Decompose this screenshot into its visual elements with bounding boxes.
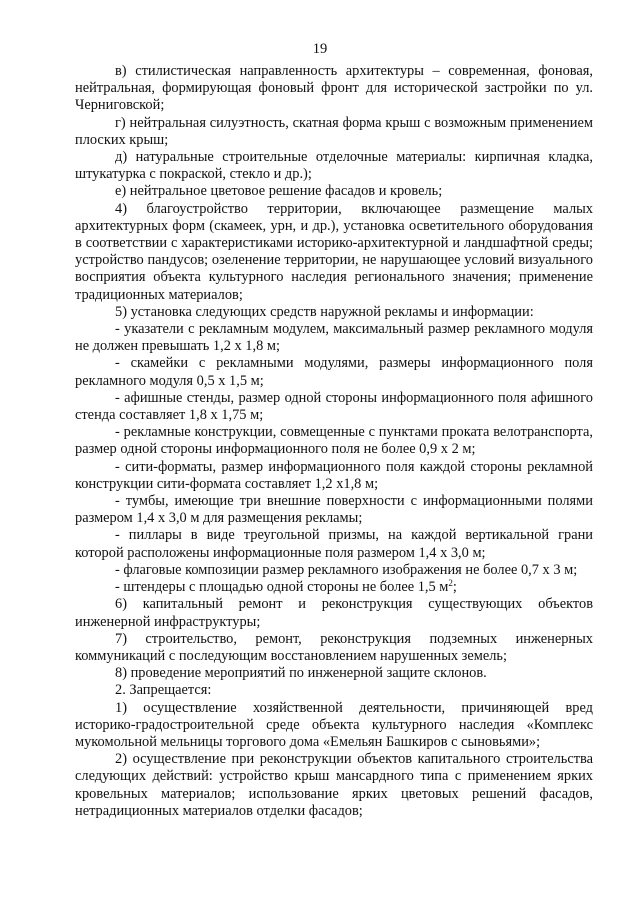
paragraph: е) нейтральное цветовое решение фасадов и кровель;	[115, 183, 443, 200]
document-body	[75, 63, 593, 820]
paragraph: 2. Запрещается:	[115, 682, 212, 699]
paragraph: в) стилистическая направленность архитектуры – современная, фоновая, нейтральная, формирующая фоновый фронт для исторической застройки по ул. Черниговской;	[75, 63, 593, 114]
paragraph: - указатели с рекламным модулем, максимальный размер рекламного модуля не должен превышать 1,2 х 1,8 м;	[75, 321, 593, 355]
shtender-text: - штендеры с площадью одной стороны не более 1,5 м	[115, 579, 449, 596]
paragraph: - сити-форматы, размер информационного поля каждой стороны рекламной конструкции сити-формата составляет 1,2 х1,8 м;	[75, 458, 593, 492]
paragraph: - скамейки с рекламными модулями, размеры информационного поля рекламного модуля 0,5 х 1,5 м;	[75, 355, 593, 389]
page-number: 19	[312, 41, 328, 57]
paragraph: 7) строительство, ремонт, реконструкция подземных инженерных коммуникаций с последующим восстановлением нарушенных земель;	[75, 630, 593, 664]
paragraph: д) натуральные строительные отделочные материалы: кирпичная кладка, штукатурка с покраской, стекло и др.);	[75, 149, 593, 183]
paragraph: 2) осуществление при реконструкции объектов капитального строительства следующих действий: устройство крыш мансардного типа с применением ярких кровельных материалов; использование ярких цветовых решений фасадов, нетрадиционных материалов отделки фасадов;	[75, 751, 593, 819]
paragraph: - пиллары в виде треугольной призмы, на каждой вертикальной грани которой расположены информационные поля размером 1,4 х 3,0 м;	[75, 527, 593, 561]
paragraph: 5) установка следующих средств наружной рекламы и информации:	[115, 303, 534, 320]
shtender-end: ;	[452, 579, 457, 596]
superscript-squared: 2	[448, 578, 453, 589]
paragraph: 4) благоустройство территории, включающее размещение малых архитектурных форм (скамеек, урн, и др.), установка осветительного оборудования в соответствии с характеристиками историко-архитектурной и ландшафтной среды; устройство пандусов; озеленение территории, не нарушающее условий визуального восприятия объекта культурного наследия регионального значения; применение традиционных материалов;	[75, 200, 593, 303]
paragraph: 1) осуществление хозяйственной деятельности, причиняющей вред историко-градостроительной среде объекта культурного наследия «Комплекс мукомольной мельницы торгового дома «Емельян Башкиров с сыновьями»;	[75, 699, 593, 750]
paragraph-shtender	[75, 579, 593, 596]
paragraph: - флаговые композиции размер рекламного изображения не более 0,7 х 3 м;	[115, 561, 578, 578]
paragraph: г) нейтральная силуэтность, скатная форма крыш с возможным применением плоских крыш;	[75, 114, 593, 148]
paragraph: - афишные стенды, размер одной стороны информационного поля афишного стенда составляет 1,8 х 1,75 м;	[75, 389, 593, 424]
paragraph: - тумбы, имеющие три внешние поверхности с информационными полями размером 1,4 х 3,0 м для размещения рекламы;	[75, 493, 593, 527]
paragraph: - рекламные конструкции, совмещенные с пунктами проката велотранспорта, размер одной стороны информационного поля не более 0,9 х 2 м;	[75, 424, 593, 458]
paragraph: 8) проведение мероприятий по инженерной защите склонов.	[115, 665, 487, 682]
paragraph: 6) капитальный ремонт и реконструкция существующих объектов инженерной инфраструктуры;	[75, 596, 593, 630]
